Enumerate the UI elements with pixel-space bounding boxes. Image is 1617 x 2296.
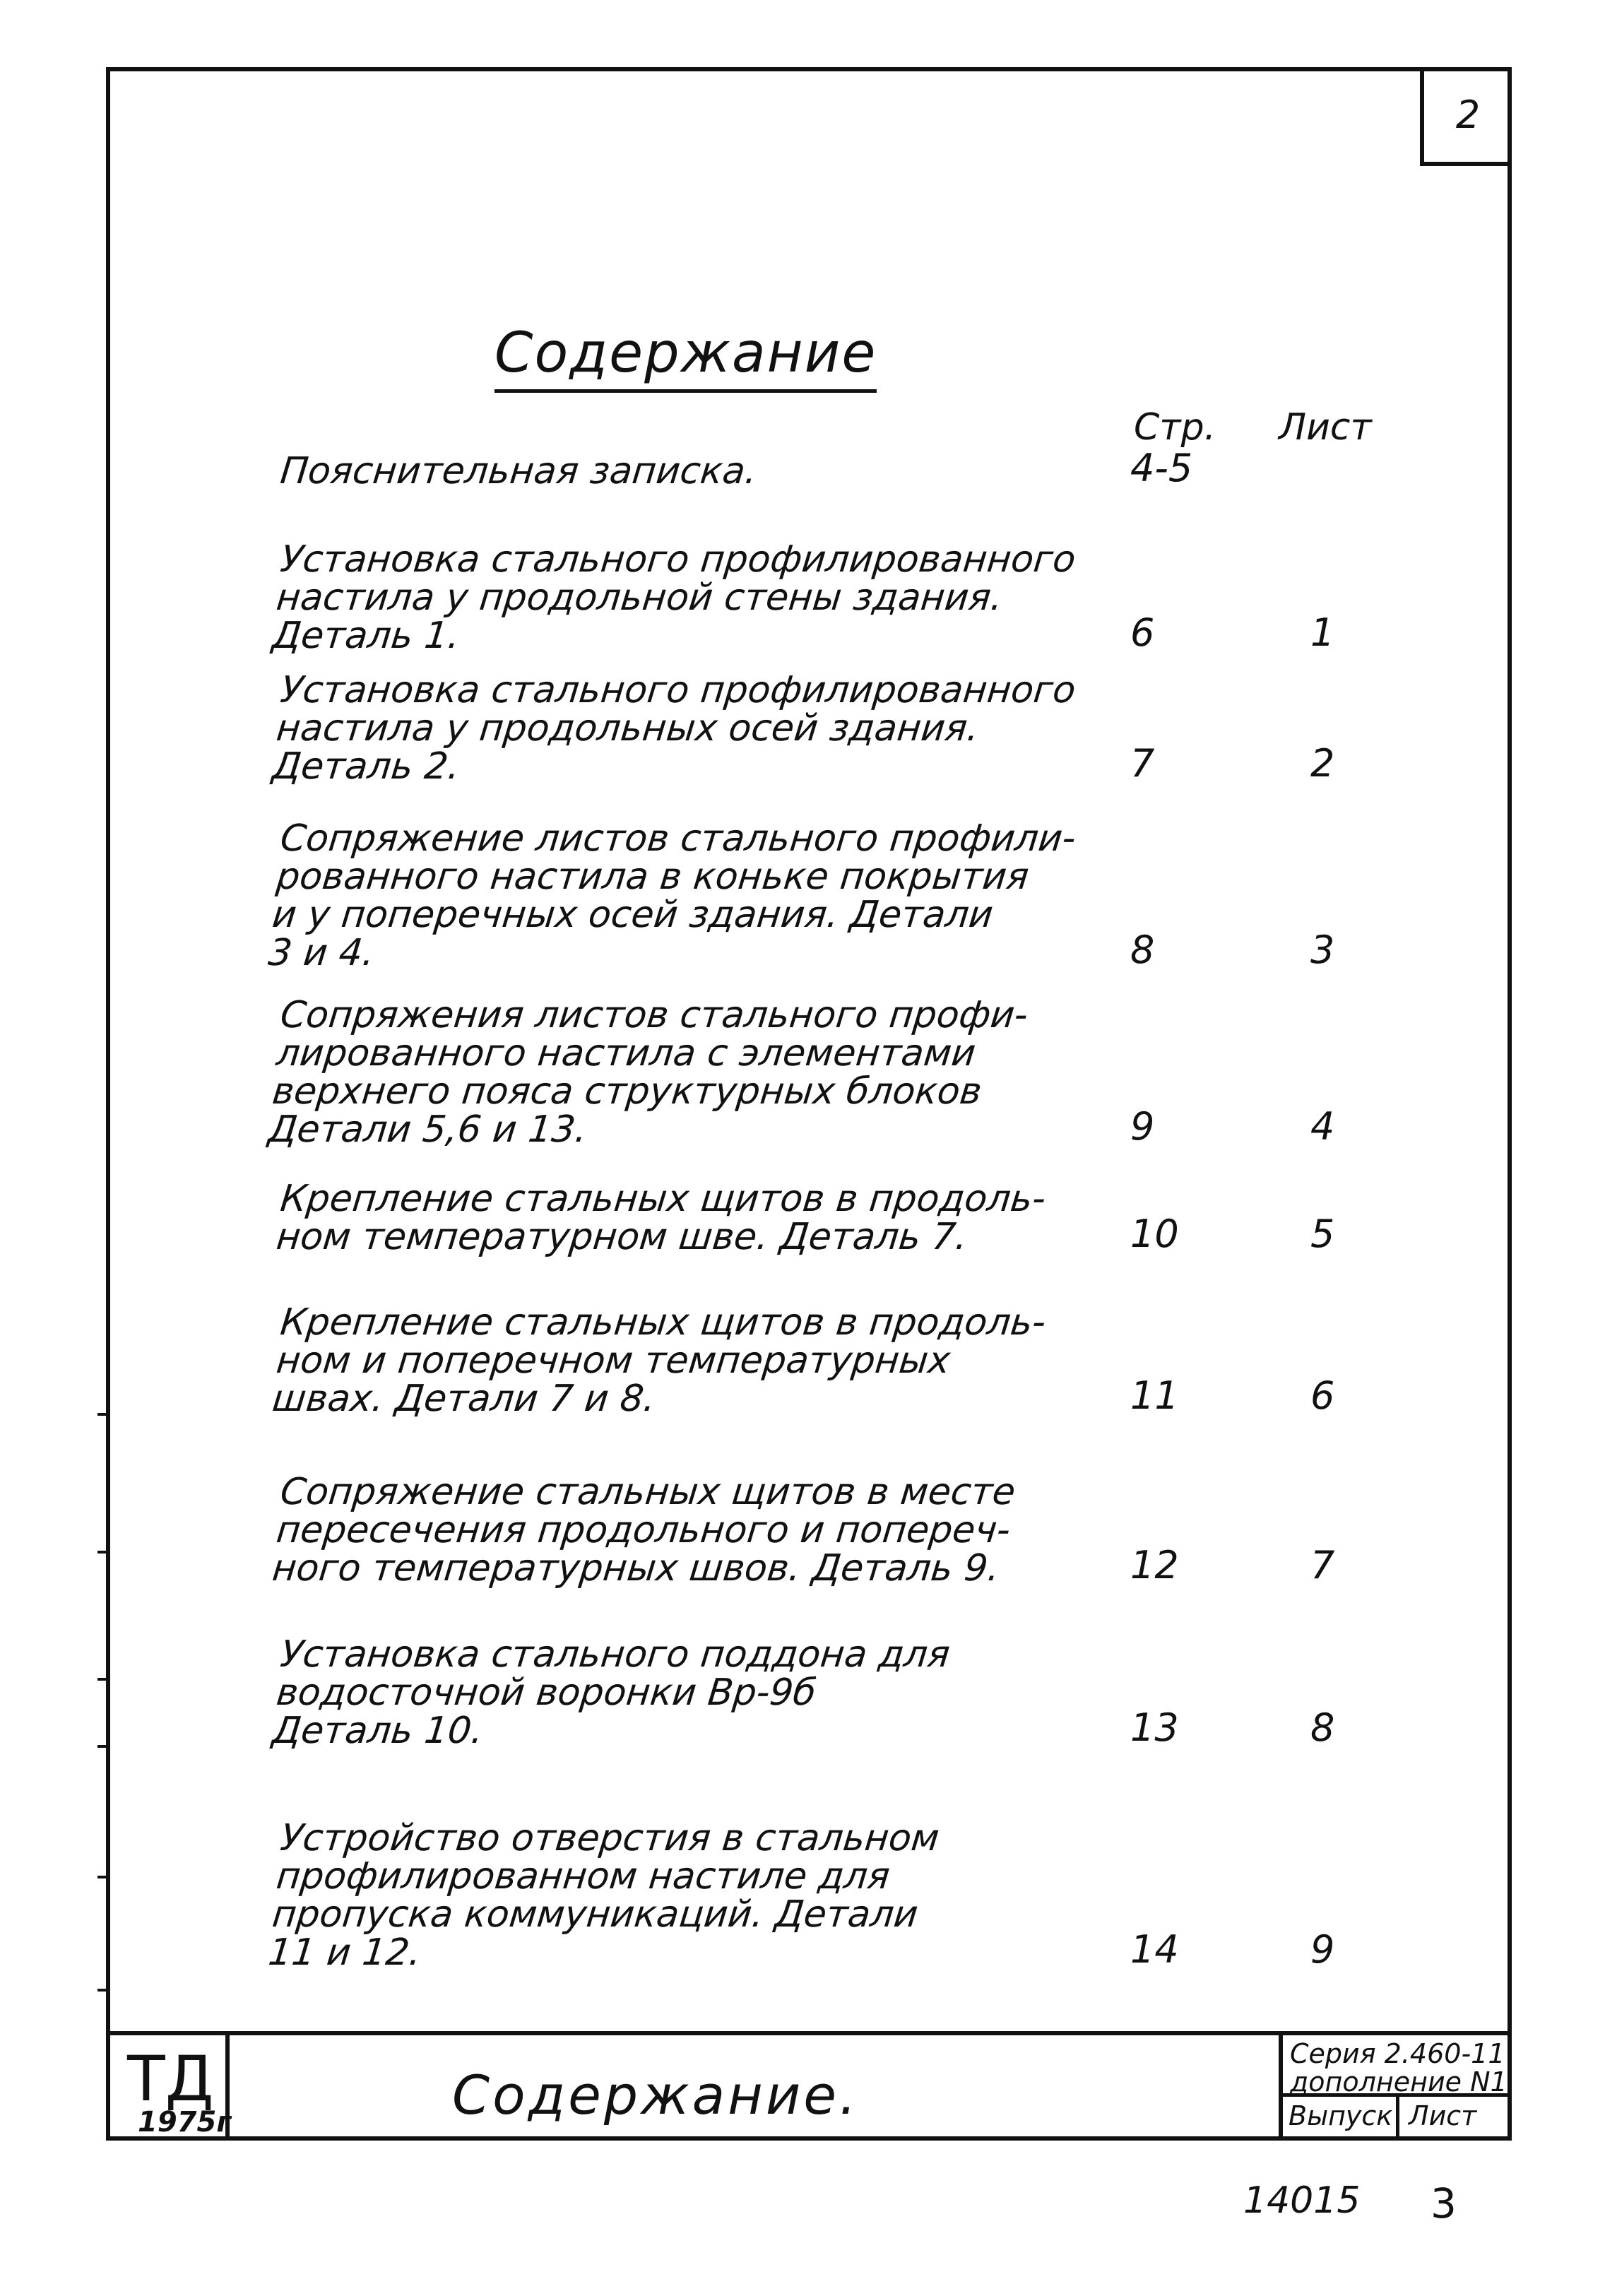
entry-line: Детали 5,6 и 13. <box>266 1108 589 1151</box>
entry-page: 14 <box>1130 1927 1179 1972</box>
entry-description <box>271 1635 1088 1750</box>
contents-entry <box>270 1471 1498 1590</box>
entry-description <box>275 1180 1088 1256</box>
entry-line: пропуска коммуникаций. Детали <box>270 1893 920 1936</box>
margin-tick <box>97 1989 110 1992</box>
entry-line: верхнего пояса структурных блоков <box>270 1070 984 1113</box>
entry-sheet: 7 <box>1310 1543 1335 1587</box>
entry-line: Деталь 10. <box>270 1710 485 1752</box>
entry-line: пересечения продольного и попереч- <box>274 1509 1013 1551</box>
entry-sheet: 5 <box>1310 1212 1335 1256</box>
entry-line: рованного настила в коньке покрытия <box>274 856 1031 898</box>
entry-line: ном и поперечном температурных <box>274 1339 952 1382</box>
page-title: Содержание <box>494 321 877 393</box>
entry-page: 8 <box>1130 928 1155 972</box>
margin-tick <box>97 1876 110 1878</box>
entry-line: профилированном настиле для <box>274 1855 892 1898</box>
entry-line: Крепление стальных щитов в продоль- <box>278 1178 1048 1220</box>
series-line-2: дополнение N1 <box>1290 2066 1508 2097</box>
issue-label: Выпуск <box>1289 2100 1393 2131</box>
margin-tick <box>97 1745 110 1748</box>
entry-page: 11 <box>1130 1373 1179 1418</box>
entry-description <box>266 996 1088 1149</box>
contents-entry <box>266 817 1498 974</box>
entry-sheet: 6 <box>1310 1373 1335 1418</box>
entry-line: Крепление стальных щитов в продоль- <box>278 1301 1048 1344</box>
entry-line: Сопряжения листов стального профи- <box>278 994 1031 1036</box>
entry-line: Деталь 2. <box>270 745 462 788</box>
margin-tick <box>97 1678 110 1681</box>
document-code: 14015 <box>1243 2179 1361 2222</box>
entry-page: 9 <box>1130 1104 1155 1149</box>
entry-page: 13 <box>1130 1705 1179 1750</box>
entry-sheet: 8 <box>1310 1705 1335 1750</box>
series-line-1: Серия 2.460-11 <box>1290 2038 1505 2069</box>
entry-line: Установка стального профилированного <box>278 538 1078 581</box>
contents-entry <box>270 1633 1498 1752</box>
margin-tick <box>97 1551 110 1554</box>
divider <box>1396 2093 1399 2141</box>
entry-line: Устройство отверстия в стальном <box>278 1817 942 1859</box>
entry-line: Пояснительная записка. <box>278 450 759 492</box>
entry-line: ного температурных швов. Деталь 9. <box>270 1547 1002 1590</box>
entry-description <box>271 671 1088 786</box>
entry-line: настила у продольных осей здания. <box>274 707 981 750</box>
contents-entry <box>274 1178 1498 1258</box>
entry-line: 11 и 12. <box>266 1931 424 1974</box>
entry-page: 7 <box>1130 741 1155 786</box>
entry-line: Установка стального поддона для <box>278 1633 952 1676</box>
title-block <box>106 2031 1512 2141</box>
entry-description <box>266 819 1088 972</box>
sheet-number-box <box>1420 67 1512 166</box>
column-header-page: Стр. <box>1134 406 1216 449</box>
entry-line: настила у продольной стены здания. <box>274 576 1005 619</box>
entry-line: Установка стального профилированного <box>278 669 1078 711</box>
entry-description <box>270 1471 1088 1590</box>
entry-line: Сопряжение листов стального профили- <box>278 817 1078 860</box>
entry-sheet: 4 <box>1310 1104 1335 1149</box>
entry-line: и у поперечных осей здания. Детали <box>270 894 995 936</box>
contents-entry <box>278 446 1498 492</box>
entry-page: 10 <box>1130 1212 1179 1256</box>
contents-entry <box>270 538 1498 657</box>
contents-entry <box>270 1301 1498 1420</box>
series-label <box>1290 2040 1508 2096</box>
entry-line: ном температурном шве. Деталь 7. <box>274 1216 970 1258</box>
publisher-logo: ТД <box>127 2042 214 2115</box>
sheet-number: 2 <box>1455 92 1481 137</box>
entry-sheet: 1 <box>1310 610 1335 655</box>
entry-line: водосточной воронки Вр-9б <box>274 1671 819 1714</box>
entry-page: 4-5 <box>1130 446 1193 490</box>
entry-sheet: 2 <box>1310 741 1335 786</box>
contents-entry <box>266 994 1498 1151</box>
title-block-title: Содержание. <box>452 2064 860 2126</box>
entry-line: 3 и 4. <box>266 932 377 974</box>
entry-description <box>266 1819 1088 1972</box>
entry-description <box>271 1303 1088 1418</box>
entry-sheet: 9 <box>1310 1927 1335 1972</box>
year-label: 1975г <box>138 2106 232 2138</box>
entry-description <box>278 452 1088 490</box>
entry-line: швах. Детали 7 и 8. <box>270 1378 658 1420</box>
column-header-sheet: Лист <box>1279 406 1372 449</box>
entry-line: лированного настила с элементами <box>274 1032 978 1075</box>
contents-entry <box>270 669 1498 788</box>
logo-cell <box>106 2035 230 2141</box>
entry-sheet: 3 <box>1310 928 1335 972</box>
entry-page: 12 <box>1130 1543 1179 1587</box>
entry-line: Сопряжение стальных щитов в месте <box>278 1471 1018 1513</box>
contents-entry <box>266 1817 1498 1974</box>
page-number: 3 <box>1431 2179 1457 2227</box>
series-block <box>1279 2035 1512 2141</box>
sheet-label: Лист <box>1409 2100 1477 2131</box>
entry-line: Деталь 1. <box>270 615 462 657</box>
margin-tick <box>97 1413 110 1416</box>
entry-description <box>271 540 1088 655</box>
entry-page: 6 <box>1130 610 1155 655</box>
